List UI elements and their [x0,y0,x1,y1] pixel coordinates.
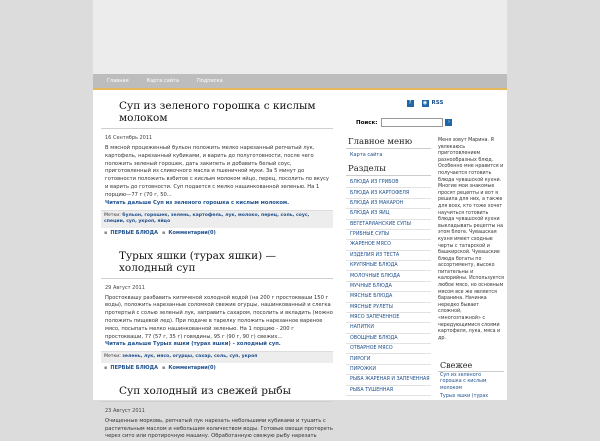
post-date: 23 Август 2011 [105,407,145,414]
search-input[interactable] [381,118,443,127]
rss-icon[interactable]: ◉ [422,99,428,106]
tags-list[interactable]: бульон, горошек, зелень, картофель, лук, молоко, перец, соль, соус, специи, суп, укроп, яйцо [104,212,310,225]
post-tags [101,210,333,228]
category-link[interactable]: ПЕРВЫЕ БЛЮДА [110,364,158,371]
rss-row [346,96,504,110]
sitemap-link[interactable]: Карта сайта [350,152,383,158]
category-link[interactable]: ПЕРВЫЕ БЛЮДА [110,229,158,236]
category-item[interactable]: МЯСНЫЕ РУЛЕТЫ [346,303,431,313]
comment-icon: ▪ [161,229,166,236]
category-item[interactable]: ОВОЩНЫЕ БЛЮДА [346,334,431,344]
post-tags [101,351,333,363]
post-excerpt: Простоквашу разбавить кипяченой холодной водой (на 200 г простокваши 150 г воды), положить нарезанные соломкой свежие огурцы, нашинкованный и слегка протертый с солью зеленый лук, заправить сахаром, посолить и вкладить (можно положить пищевой лед). При подаче в тарелку положить нарезанное вареное мясо, посыпать мелко нашинкованной зеленью. На 1 порцию - 200 г простокваши, 77 (57 г, 35 г) говядины, 95 г (90 г, 90 г) свежих... [105,294,333,340]
category-item[interactable]: КРУПЯНЫЕ БЛЮДА [346,261,431,271]
main-content [93,92,341,441]
category-item[interactable]: ВЕГЕТАРИАНСКИЕ СУПЫ [346,220,431,230]
category-item[interactable]: МЯСНЫЕ БЛЮДА [346,292,431,302]
page [93,0,507,440]
category-item[interactable]: ГРИБНЫЕ СУПЫ [346,230,431,240]
category-item[interactable]: ОТВАРНОЕ МЯСО [346,344,431,354]
post-title[interactable]: Турых яшки (турах яшки) — холодный суп [101,246,333,279]
sidebar-top [346,96,504,127]
read-more-link[interactable]: Читать дальше Суп из зеленого горошка с кислым молоком. [105,199,290,206]
folder-icon: ▪ [104,229,108,236]
fresh-title: Свежее [438,360,504,372]
category-item[interactable]: ИЗДЕЛИЯ ИЗ ТЕСТА [346,251,431,261]
fresh-post-link[interactable]: Суп из зеленого горошка с кислым молоком [440,373,487,391]
folder-icon: ▪ [104,364,108,371]
tags-label: Метки: [104,212,121,218]
category-item[interactable]: МЯСО ЗАПЕЧЕННОЕ [346,313,431,323]
nav-sitemap[interactable]: Карта сайта [146,78,180,84]
category-item[interactable]: НАПИТКИ [346,323,431,333]
fresh-posts-widget [438,358,504,402]
main-menu-title: Главное меню [346,136,431,149]
tags-label: Метки: [104,354,121,360]
category-item[interactable]: ПИРОГИ [346,354,431,364]
category-item[interactable]: БЛЮДА ИЗ КАРТОФЕЛЯ [346,188,431,198]
tags-list[interactable]: зелень, лук, мясо, огурцы, сахар, соль, суп, укроп [122,354,258,360]
category-item[interactable]: РЫБА ЖАРЕНАЯ И ЗАПЕЧЕННАЯ [346,375,431,385]
comments-link[interactable]: Комментарии(0) [168,364,216,371]
category-item[interactable]: БЛЮДА ИЗ МАКАРОН [346,199,431,209]
header-banner [93,0,507,74]
read-more-link[interactable]: Читать дальше Турых яшки (турах яшки) - холодный суп. [105,341,281,348]
search-form [356,118,504,127]
about-author: Меня зовут Марина. Я увлекаюсь приготовлением разнообразных блюд. Особенно мне нравится и получается готовить блюда чувашской кухни. Многие мои знакомые просят рецепты и вот я решила для них, а также для всех, кто тоже хочет научиться готовить блюда чувашской кухни выкладывать рецепты на этом блоге. Чувашская кухня имеет сходные черты с татарской и башкирской. Чувашские блюда богаты по ассортименту, высоко питательны и калорийны. Используется любое мясо, но основным мясом все же является баранина. Начинка нередко бывает сложной, «многоэтажной» с чередующимися слоями картофеля, лука, мяса и др. [438,138,504,341]
nav-home[interactable]: Главная [107,78,129,84]
category-item[interactable]: ПИРОЖКИ [346,365,431,375]
post [93,242,341,377]
help-icon[interactable]: ? [407,100,414,107]
category-item[interactable]: БЛЮДА ИЗ ГРИБОВ [346,178,431,188]
fresh-post-link[interactable]: Турых яшки (турах [440,394,489,400]
category-item[interactable]: МУЧНЫЕ БЛЮДА [346,282,431,292]
post-title[interactable]: Суп из зеленого горошка с кислым молоком [101,96,333,129]
category-list [346,178,431,396]
post-links [101,363,333,377]
sections-title: Разделы [346,163,431,176]
top-navbar [93,74,507,90]
category-item[interactable]: РЫБА ТУШЕННАЯ [346,386,431,396]
rss-link[interactable]: RSS [431,100,444,106]
post-excerpt: В мясной процеженный бульон положить мелко нарезанный репчатый лук, картофель, нарезанный кубиками, и варить до полуготовности, после чего положить зеленый горошек, дать закипеть и добавить белый соус, приготовленный из сливочного масла и пшеничной муки. За 5 минут до готовности положить взбитое с кислым молоком яйцо, перец, посолить по вкусу и варить до готовности. Суп подается с мелко нашинкованной зеленью. На 1 порцию—77 г (70 г, 50... [105,145,329,198]
comments-link[interactable]: Комментарии(0) [168,229,216,236]
nav-subscribe[interactable]: Подписка [197,78,223,84]
post-date: 16 Сентябрь 2011 [105,135,153,141]
post-date: 29 Август 2011 [105,284,145,291]
category-item[interactable]: БЛЮДА ИЗ ЯИЦ [346,209,431,219]
search-button[interactable]: › [445,119,452,126]
post [93,377,341,441]
post [93,92,341,242]
post-links [101,228,333,242]
post-excerpt: Очищенные морковь, репчатый лук нарезать небольшими кубиками и тушить с растительным маслом и небольшим количеством воды. Готовые овощи протереть через сито или протирочную машину. Обработанную свежую рыбу нарезать [105,417,333,440]
search-label: Поиск: [356,119,378,126]
sidebar-categories [346,134,431,398]
category-item[interactable]: ЖАРЕНОЕ МЯСО [346,240,431,250]
category-item[interactable]: МОЛОЧНЫЕ БЛЮДА [346,271,431,281]
comment-icon: ▪ [161,364,166,371]
post-title[interactable]: Суп холодный из свежей рыбы [101,381,333,402]
